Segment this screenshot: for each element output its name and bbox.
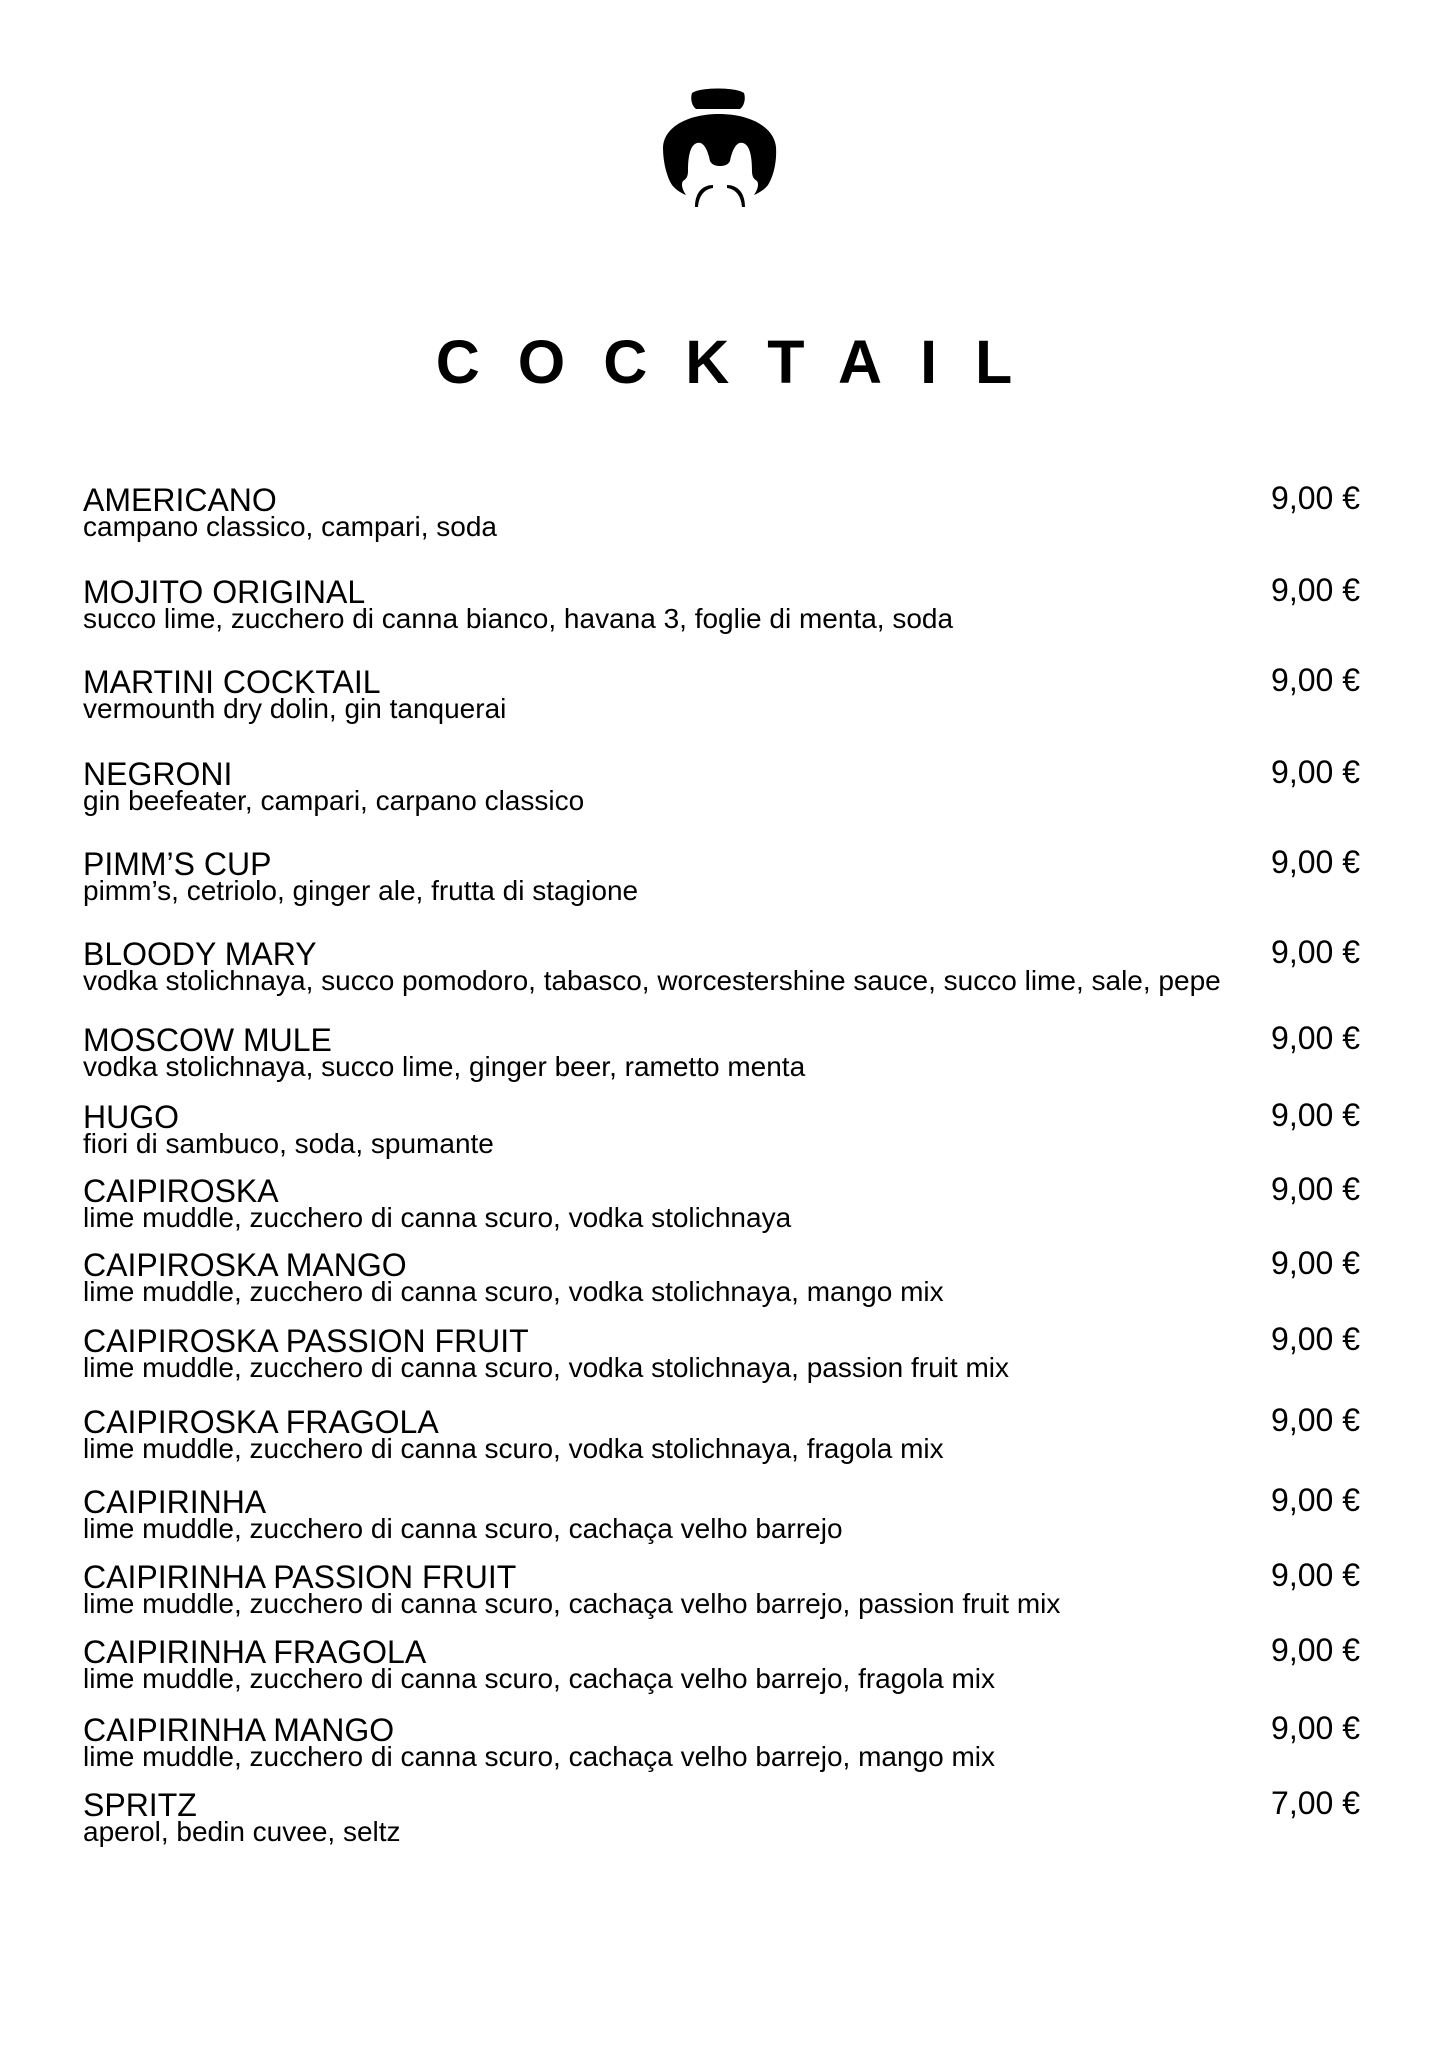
menu-item-description: vodka stolichnaya, succo pomodoro, tabasco, worcestershine sauce, succo lime, sale, pepe bbox=[83, 965, 1221, 996]
menu-item bbox=[83, 934, 1360, 1002]
menu-item-price: 7,00 € bbox=[1271, 1785, 1360, 1821]
menu-item-name: PIMM’S CUP bbox=[83, 846, 272, 882]
menu-item-description: vodka stolichnaya, succo lime, ginger beer, rametto menta bbox=[83, 1051, 806, 1082]
menu-item bbox=[83, 1097, 1360, 1165]
menu-item-price: 9,00 € bbox=[1271, 480, 1360, 516]
menu-item-price: 9,00 € bbox=[1271, 1402, 1360, 1438]
menu-item bbox=[83, 1710, 1360, 1778]
menu-item-price: 9,00 € bbox=[1271, 1482, 1360, 1518]
menu-item-name: CAIPIROSKA bbox=[83, 1173, 279, 1209]
menu-item-price: 9,00 € bbox=[1271, 1097, 1360, 1133]
menu-item bbox=[83, 572, 1360, 640]
menu-item bbox=[83, 1785, 1360, 1853]
menu-item-description: lime muddle, zucchero di canna scuro, vodka stolichnaya bbox=[83, 1202, 792, 1233]
page-title: COCKTAIL bbox=[435, 327, 1051, 396]
menu-item-description: lime muddle, zucchero di canna scuro, cachaça velho barrejo, passion fruit mix bbox=[83, 1588, 1061, 1619]
menu-item-price: 9,00 € bbox=[1271, 1710, 1360, 1746]
menu-item-price: 9,00 € bbox=[1271, 1171, 1360, 1207]
menu-item-price: 9,00 € bbox=[1271, 844, 1360, 880]
menu-item-price: 9,00 € bbox=[1271, 662, 1360, 698]
menu-item-name: MOJITO ORIGINAL bbox=[83, 574, 366, 610]
menu-item-name: CAIPIRINHA MANGO bbox=[83, 1712, 395, 1748]
menu-item-price: 9,00 € bbox=[1271, 754, 1360, 790]
menu-item-price: 9,00 € bbox=[1271, 572, 1360, 608]
menu-item bbox=[83, 480, 1360, 548]
menu-item-description: lime muddle, zucchero di canna scuro, cachaça velho barrejo, mango mix bbox=[83, 1741, 996, 1772]
menu-item-price: 9,00 € bbox=[1271, 1245, 1360, 1281]
menu-item-price: 9,00 € bbox=[1271, 1020, 1360, 1056]
menu-item-description: fiori di sambuco, soda, spumante bbox=[83, 1128, 494, 1159]
menu-item bbox=[83, 662, 1360, 730]
menu-item-price: 9,00 € bbox=[1271, 934, 1360, 970]
menu-item-description: succo lime, zucchero di canna bianco, havana 3, foglie di menta, soda bbox=[83, 603, 954, 634]
menu-item bbox=[83, 1171, 1360, 1239]
menu-item bbox=[83, 1482, 1360, 1550]
menu-item bbox=[83, 1245, 1360, 1313]
menu-item-name: HUGO bbox=[83, 1099, 179, 1135]
menu-item-price: 9,00 € bbox=[1271, 1321, 1360, 1357]
menu-item-description: lime muddle, zucchero di canna scuro, vodka stolichnaya, passion fruit mix bbox=[83, 1352, 1009, 1383]
menu-item-name: MOSCOW MULE bbox=[83, 1022, 332, 1058]
menu-item bbox=[83, 754, 1360, 822]
menu-item-name: CAIPIROSKA MANGO bbox=[83, 1247, 407, 1283]
menu-item-name: NEGRONI bbox=[83, 756, 233, 792]
menu-item-name: SPRITZ bbox=[83, 1787, 197, 1823]
menu-item-name: CAIPIROSKA PASSION FRUIT bbox=[83, 1323, 529, 1359]
menu-item-name: BLOODY MARY bbox=[83, 936, 317, 972]
menu-item bbox=[83, 1020, 1360, 1088]
menu-item bbox=[83, 844, 1360, 912]
menu-item-description: vermounth dry dolin, gin tanquerai bbox=[83, 693, 507, 724]
menu-item-description: lime muddle, zucchero di canna scuro, vodka stolichnaya, fragola mix bbox=[83, 1433, 944, 1464]
menu-item-name: MARTINI COCKTAIL bbox=[83, 664, 381, 700]
menu-item-name: CAIPIROSKA FRAGOLA bbox=[83, 1404, 439, 1440]
menu-item-description: lime muddle, zucchero di canna scuro, cachaça velho barrejo, fragola mix bbox=[83, 1663, 996, 1694]
menu-item-price: 9,00 € bbox=[1271, 1557, 1360, 1593]
menu-item bbox=[83, 1557, 1360, 1625]
menu-item bbox=[83, 1402, 1360, 1470]
menu-item-description: gin beefeater, campari, carpano classico bbox=[83, 785, 585, 816]
menu-item-price: 9,00 € bbox=[1271, 1632, 1360, 1668]
menu-item-description: lime muddle, zucchero di canna scuro, cachaça velho barrejo bbox=[83, 1513, 843, 1544]
menu-item-name: AMERICANO bbox=[83, 482, 277, 518]
menu-item-description: aperol, bedin cuvee, seltz bbox=[83, 1816, 401, 1847]
menu-item-name: CAIPIRINHA PASSION FRUIT bbox=[83, 1559, 517, 1595]
menu-item-description: lime muddle, zucchero di canna scuro, vodka stolichnaya, mango mix bbox=[83, 1276, 944, 1307]
menu-item-description: campano classico, campari, soda bbox=[83, 511, 497, 542]
menu-item bbox=[83, 1321, 1360, 1389]
menu-item-name: CAIPIRINHA bbox=[83, 1484, 267, 1520]
menu-item-name: CAIPIRINHA FRAGOLA bbox=[83, 1634, 427, 1670]
menu-item bbox=[83, 1632, 1360, 1700]
menu-item-description: pimm’s, cetriolo, ginger ale, frutta di stagione bbox=[83, 875, 639, 906]
